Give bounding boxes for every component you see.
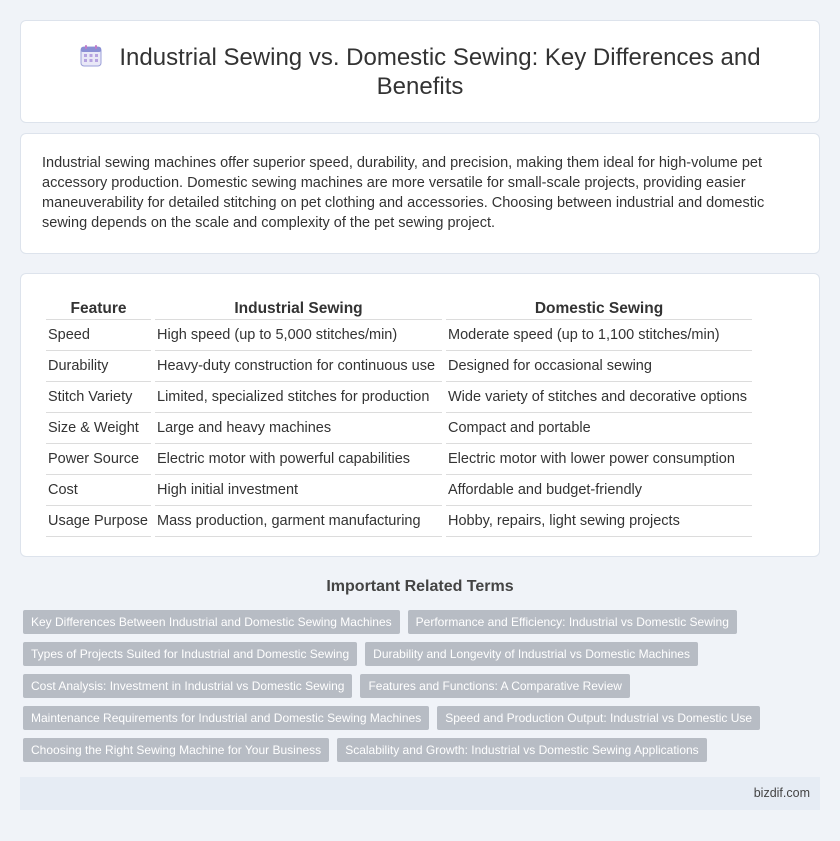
table-cell: Electric motor with lower power consumption xyxy=(446,444,752,475)
related-term-tag[interactable]: Choosing the Right Sewing Machine for Your Business xyxy=(23,738,329,762)
title-card xyxy=(20,20,820,123)
table-cell: High initial investment xyxy=(155,475,442,506)
table-cell: Usage Purpose xyxy=(46,506,151,537)
table-cell: Wide variety of stitches and decorative options xyxy=(446,382,752,413)
comparison-card xyxy=(20,273,820,557)
table-cell: Size & Weight xyxy=(46,413,151,444)
related-term-tag[interactable]: Types of Projects Suited for Industrial and Domestic Sewing xyxy=(23,642,357,666)
table-cell: Mass production, garment manufacturing xyxy=(155,506,442,537)
related-term-tag[interactable]: Features and Functions: A Comparative Review xyxy=(360,674,629,698)
calendar-icon xyxy=(79,44,103,68)
table-row xyxy=(46,382,752,413)
related-term-tag[interactable]: Key Differences Between Industrial and Domestic Sewing Machines xyxy=(23,610,400,634)
footer xyxy=(20,777,820,810)
related-terms-heading: Important Related Terms xyxy=(326,578,514,595)
table-cell: Moderate speed (up to 1,100 stitches/min) xyxy=(446,320,752,351)
related-term-tag[interactable]: Durability and Longevity of Industrial vs Domestic Machines xyxy=(365,642,698,666)
header-feature: Feature xyxy=(46,294,151,320)
table-cell: Stitch Variety xyxy=(46,382,151,413)
table-cell: Speed xyxy=(46,320,151,351)
table-row xyxy=(46,506,752,537)
table-cell: Limited, specialized stitches for production xyxy=(155,382,442,413)
related-term-tag[interactable]: Scalability and Growth: Industrial vs Domestic Sewing Applications xyxy=(337,738,707,762)
table-cell: Electric motor with powerful capabilities xyxy=(155,444,442,475)
comparison-table xyxy=(42,294,756,537)
related-term-tag[interactable]: Speed and Production Output: Industrial vs Domestic Use xyxy=(437,706,760,730)
header-industrial: Industrial Sewing xyxy=(155,294,442,320)
table-cell: Large and heavy machines xyxy=(155,413,442,444)
table-cell: High speed (up to 5,000 stitches/min) xyxy=(155,320,442,351)
related-term-tag[interactable]: Cost Analysis: Investment in Industrial vs Domestic Sewing xyxy=(23,674,352,698)
table-cell: Cost xyxy=(46,475,151,506)
table-cell: Hobby, repairs, light sewing projects xyxy=(446,506,752,537)
related-terms-list xyxy=(23,610,783,762)
related-term-tag[interactable]: Performance and Efficiency: Industrial vs Domestic Sewing xyxy=(408,610,737,634)
intro-card xyxy=(20,133,820,254)
related-term-tag[interactable]: Maintenance Requirements for Industrial and Domestic Sewing Machines xyxy=(23,706,429,730)
table-cell: Compact and portable xyxy=(446,413,752,444)
table-header-row xyxy=(46,294,752,320)
page-title-text: Industrial Sewing vs. Domestic Sewing: Key Differences and Benefits xyxy=(119,44,761,100)
table-row xyxy=(46,351,752,382)
table-cell: Affordable and budget-friendly xyxy=(446,475,752,506)
table-row xyxy=(46,444,752,475)
table-cell: Durability xyxy=(46,351,151,382)
table-row xyxy=(46,475,752,506)
table-row xyxy=(46,320,752,351)
table-row xyxy=(46,413,752,444)
page-title xyxy=(61,43,779,101)
table-cell: Designed for occasional sewing xyxy=(446,351,752,382)
footer-site-link[interactable]: bizdif.com xyxy=(753,786,810,800)
intro-paragraph: Industrial sewing machines offer superior speed, durability, and precision, making them ideal for high-volume pet accessory production. Domestic sewing machines are more versatile for small-scale projects, providing easier maneuverability for detailed stitching on pet clothing and accessories. Choosing between industrial and domestic sewing depends on the scale and complexity of the pet sewing project. xyxy=(42,155,765,231)
table-cell: Heavy-duty construction for continuous use xyxy=(155,351,442,382)
table-cell: Power Source xyxy=(46,444,151,475)
header-domestic: Domestic Sewing xyxy=(446,294,752,320)
